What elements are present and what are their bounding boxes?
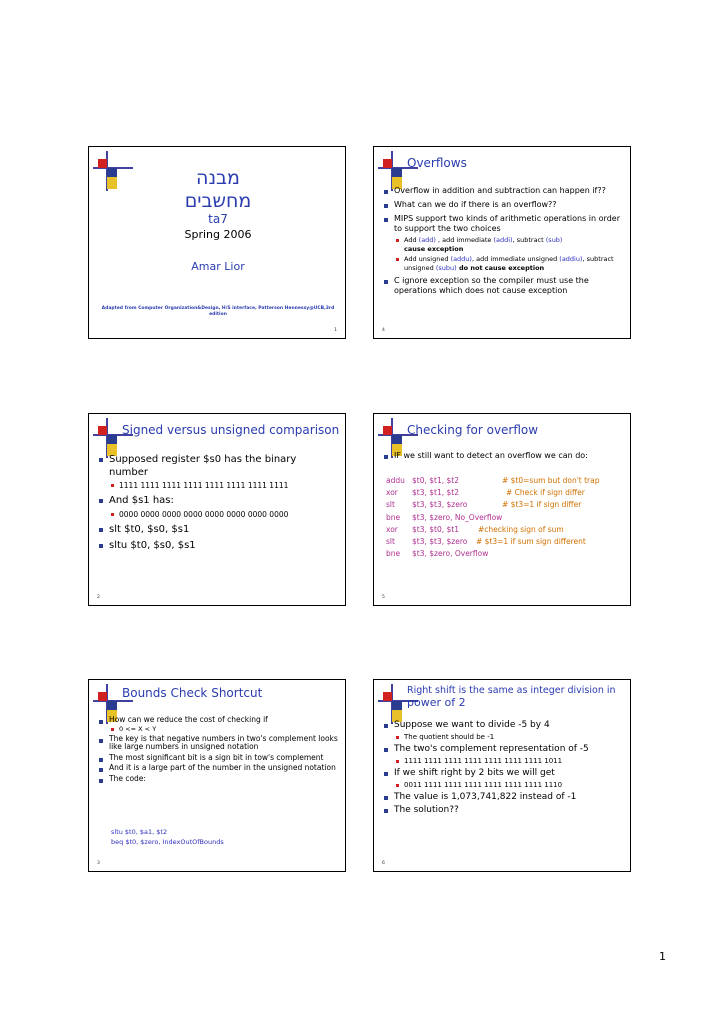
code-line: slt $t3, $t3, $zero # $t3=1 if sign differ	[386, 500, 582, 510]
code-line: xor $t3, $t1, $t2 # Check if sign differ	[386, 488, 585, 498]
bullet: The most significant bit is a sign bit in tow's complement	[97, 754, 341, 763]
bullet: slt $t0, $s0, $s1	[97, 524, 337, 537]
bullet: IF we still want to detect an overflow we can do:	[382, 451, 622, 461]
bullet: Supposed register $s0 has the binary number 1111 1111 1111 1111 1111 1111 1111 1111	[97, 454, 337, 491]
slide3-code-line1: sltu $t0, $a1, $t2	[111, 828, 168, 836]
bullet: Overflow in addition and subtraction can happen if??	[382, 186, 622, 196]
slide1-term: Spring 2006	[184, 228, 252, 241]
sub-bullet: 0011 1111 1111 1111 1111 1111 1111 1110	[394, 781, 626, 790]
bullet: If we shift right by 2 bits we will get 0011 1111 1111 1111 1111 1111 1111 1110	[382, 768, 626, 790]
bullet: MIPS support two kinds of arithmetic operations in order to support the two choices Add (add) , add immediate (addi), subtract (sub) cause exception Add unsigned (addu), add immediate unsigned (addiu), subtract unsigned (subu) do not cause exception	[382, 214, 622, 272]
slide-3	[88, 679, 346, 872]
bullet: sltu $t0, $s0, $s1	[97, 540, 337, 553]
sub-bullet: Add unsigned (addu), add immediate unsigned (addiu), subtract unsigned (subu) do not cause exception	[394, 255, 622, 272]
slide1-author: Amar Lior	[191, 260, 245, 273]
sub-bullet: 0 <= X < Y	[109, 725, 341, 733]
bullet: The two's complement representation of -5 1111 1111 1111 1111 1111 1111 1111 1011	[382, 744, 626, 766]
slide1-credit: Adapted from Computer Organization&Design, H/S interface, Patterson Hennessy@UCB,3rd edition	[101, 306, 335, 317]
bullet: And $s1 has: 0000 0000 0000 0000 0000 0000 0000 0000	[97, 495, 337, 520]
sub-bullet: 1111 1111 1111 1111 1111 1111 1111 1011	[394, 757, 626, 766]
sub-bullet: The quotient should be -1	[394, 733, 626, 742]
slide1-title-line1: מבנה	[196, 167, 240, 189]
bullet: And it is a large part of the number in the unsigned notation	[97, 764, 341, 773]
slide-number: 6	[382, 861, 385, 866]
slide-number: 2	[97, 595, 100, 600]
bullet: The code:	[97, 775, 341, 784]
bullet: The solution??	[382, 805, 626, 816]
slide2-bullets	[97, 454, 337, 557]
slide-number: 3	[97, 861, 100, 866]
code-line: addu $t0, $t1, $t2 # $t0=sum but don't trap	[386, 476, 600, 485]
slide-number: 1	[334, 328, 337, 333]
slide-2	[88, 413, 346, 606]
bullet: The key is that negative numbers in two's complement looks like large numbers in unsigned notation	[97, 735, 341, 752]
slide4-bullets	[382, 186, 622, 300]
bullet: C ignore exception so the compiler must use the operations which does not cause exception	[382, 276, 622, 296]
code-line: bne $t3, $zero, No_Overflow	[386, 512, 503, 522]
bullet: Suppose we want to divide -5 by 4 The quotient should be -1	[382, 720, 626, 742]
slide-1	[88, 146, 346, 339]
bullet: The value is 1,073,741,822 instead of -1	[382, 792, 626, 803]
slide-5	[373, 413, 631, 606]
slide-6	[373, 679, 631, 872]
page-number: 1	[659, 950, 666, 963]
slide3-bullets	[97, 716, 341, 784]
sub-bullet: 1111 1111 1111 1111 1111 1111 1111 1111	[109, 481, 337, 491]
slide5-code-block	[386, 475, 600, 560]
bullet: How can we reduce the cost of checking if 0 <= X < Y	[97, 716, 341, 733]
slide3-code-line2: beq $t0, $zero, IndexOutOfBounds	[111, 838, 224, 846]
slide5-bullets	[382, 451, 622, 465]
sub-bullet: 0000 0000 0000 0000 0000 0000 0000 0000	[109, 510, 337, 520]
slide5-title: Checking for overflow	[407, 423, 539, 437]
sub-bullet: Add (add) , add immediate (addi), subtract (sub) cause exception	[394, 236, 622, 253]
code-line: slt $t3, $t3, $zero # $t3=1 if sum sign different	[386, 537, 586, 547]
slide1-subtitle: ta7	[208, 212, 228, 226]
bullet: What can we do if there is an overflow??	[382, 200, 622, 210]
slide-number: 4	[382, 328, 385, 333]
slide2-title: Signed versus unsigned comparison	[122, 423, 340, 437]
slide3-title: Bounds Check Shortcut	[122, 686, 263, 700]
slide-4	[373, 146, 631, 339]
slide1-title-line2: מחשבים	[184, 190, 252, 212]
slide4-title: Overflows	[407, 156, 467, 170]
code-line: xor $t3, $t0, $t1 #checking sign of sum	[386, 524, 564, 534]
slide6-bullets	[382, 720, 626, 818]
slide6-title: Right shift is the same as integer division in power of 2	[407, 685, 616, 709]
slide-number: 5	[382, 595, 385, 600]
code-line: bne $t3, $zero, Overflow	[386, 549, 489, 559]
